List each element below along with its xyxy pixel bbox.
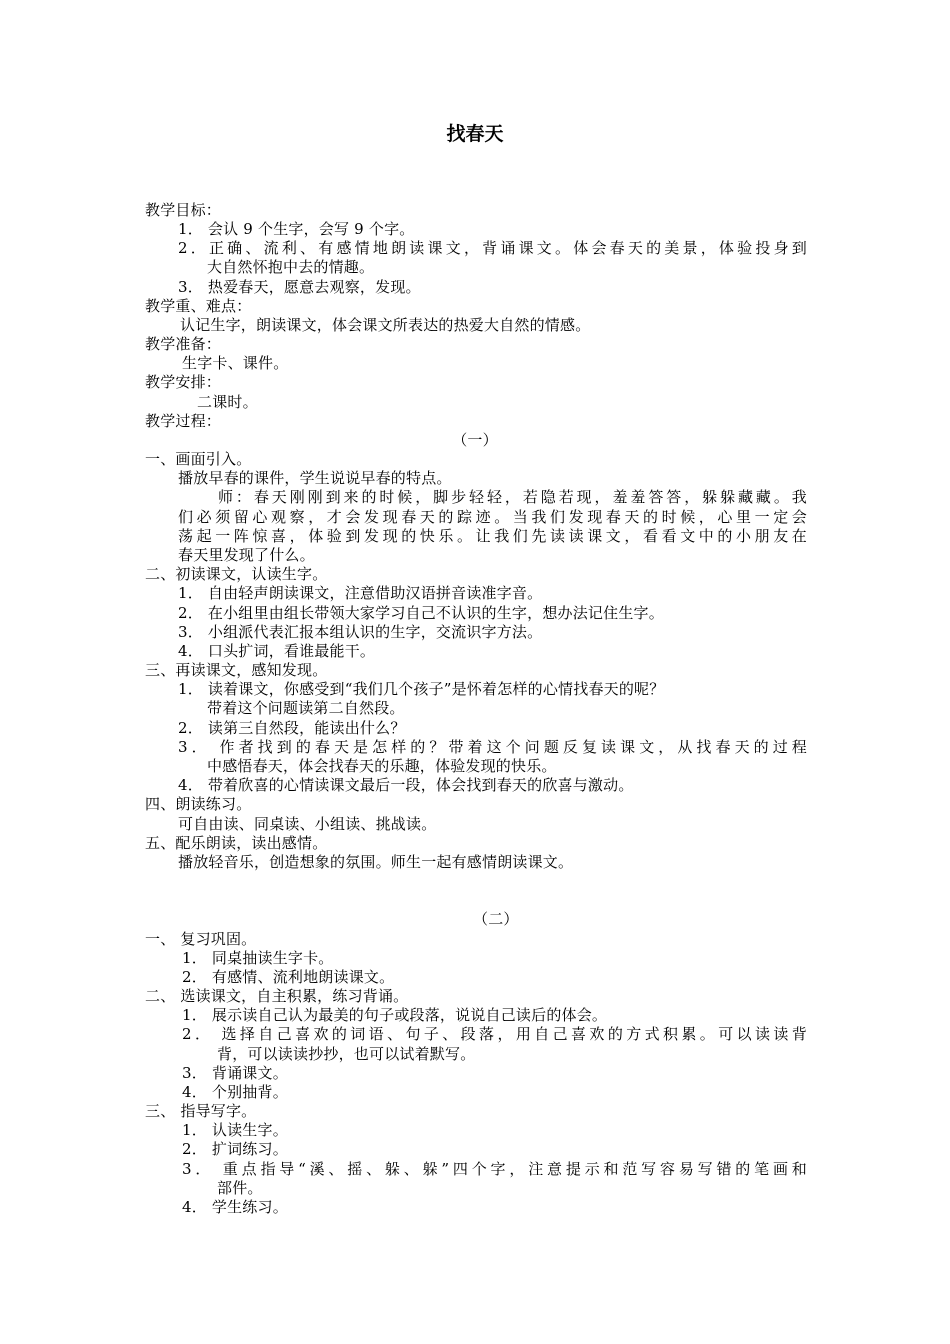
list-item-cont: 带着这个问题读第二自然段。 — [207, 699, 405, 717]
step-heading-2: 二、 选读课文，自主积累，练习背诵。 — [145, 987, 409, 1005]
teacher-speech-line: 师：春天刚刚到来的时候，脚步轻轻，若隐若现，羞羞答答，躲躲藏藏。我 — [218, 488, 807, 506]
list-item: 4． 个别抽背。 — [182, 1083, 288, 1101]
step-heading-5: 五、配乐朗读，读出感情。 — [145, 834, 328, 852]
step-heading-4: 四、朗读练习。 — [145, 795, 252, 813]
teacher-speech-line: 们必须留心观察，才会发现春天的踪迹。当我们发现春天的时候，心里一定会 — [178, 508, 807, 526]
step-text: 播放轻音乐，创造想象的氛围。师生一起有感情朗读课文。 — [178, 853, 574, 871]
goal-item-3: 3． 热爱春天，愿意去观察，发现。 — [178, 278, 421, 296]
step-heading-2: 二、初读课文，认读生字。 — [145, 565, 328, 583]
teacher-speech-line: 春天里发现了什么。 — [178, 546, 315, 564]
list-item: 3． 背诵课文。 — [182, 1064, 288, 1082]
list-item-cont: 背，可以读读抄抄，也可以试着默写。 — [217, 1045, 476, 1063]
list-item: 2． 选择自己喜欢的词语、句子、段落，用自己喜欢的方式积累。可以读读背 — [182, 1025, 807, 1043]
section-heading-schedule: 教学安排： — [145, 373, 222, 391]
section-heading-preparation: 教学准备： — [145, 335, 222, 353]
list-item: 1． 认读生字。 — [182, 1121, 288, 1139]
section-heading-keypoints: 教学重、难点： — [145, 297, 252, 315]
list-item: 3． 作者找到的春天是怎样的？带着这个问题反复读课文，从找春天的过程 — [178, 738, 807, 756]
list-item-cont: 中感悟春天，体会找春天的乐趣，体验发现的快乐。 — [207, 757, 557, 775]
list-item: 2． 读第三自然段，能读出什么？ — [178, 719, 406, 737]
preparation-text: 生字卡、课件。 — [182, 354, 289, 372]
step-text: 播放早春的课件，学生说说早春的特点。 — [178, 469, 452, 487]
list-item: 2． 有感情、流利地朗读课文。 — [182, 968, 395, 986]
list-item-cont: 部件。 — [217, 1179, 263, 1197]
list-item: 2． 扩词练习。 — [182, 1140, 288, 1158]
goal-item-2-cont: 大自然怀抱中去的情趣。 — [207, 258, 375, 276]
list-item: 4． 学生练习。 — [182, 1198, 288, 1216]
step-heading-1: 一、画面引入。 — [145, 450, 252, 468]
goal-item-1: 1． 会认 9 个生字，会写 9 个字。 — [178, 220, 415, 238]
list-item: 1． 展示读自己认为最美的句子或段落，说说自己读后的体会。 — [182, 1006, 608, 1024]
keypoints-text: 认记生字，朗读课文，体会课文所表达的热爱大自然的情感。 — [180, 316, 591, 334]
list-item: 3． 小组派代表汇报本组认识的生字，交流识字方法。 — [178, 623, 543, 641]
lesson-one-heading: （一） — [452, 431, 498, 449]
list-item: 1． 读着课文，你感受到“我们几个孩子”是怀着怎样的心情找春天的呢？ — [178, 680, 665, 698]
list-item: 1． 同桌抽读生字卡。 — [182, 949, 334, 967]
list-item: 3． 重点指导“溪、摇、躲、躲”四个字，注意提示和范写容易写错的笔画和 — [182, 1160, 807, 1178]
document-title: 找春天 — [446, 123, 504, 145]
step-heading-1: 一、 复习巩固。 — [145, 930, 257, 948]
section-heading-process: 教学过程： — [145, 412, 222, 430]
teacher-speech-line: 荡起一阵惊喜，体验到发现的快乐。让我们先读读课文，看看文中的小朋友在 — [178, 527, 807, 545]
step-heading-3: 三、再读课文，感知发现。 — [145, 661, 328, 679]
section-heading-goals: 教学目标： — [145, 201, 222, 219]
list-item: 4． 带着欣喜的心情读课文最后一段，体会找到春天的欣喜与激动。 — [178, 776, 634, 794]
list-item: 2． 在小组里由组长带领大家学习自己不认识的生字，想办法记住生字。 — [178, 604, 664, 622]
goal-item-2: 2．正确、流利、有感情地朗读课文，背诵课文。体会春天的美景，体验投身到 — [178, 239, 807, 257]
list-item: 1． 自由轻声朗读课文，注意借助汉语拼音读准字音。 — [178, 584, 543, 602]
schedule-text: 二课时。 — [197, 393, 258, 411]
list-item: 4． 口头扩词，看谁最能干。 — [178, 642, 376, 660]
lesson-two-heading: （二） — [473, 910, 519, 928]
step-text: 可自由读、同桌读、小组读、挑战读。 — [178, 815, 437, 833]
step-heading-3: 三、 指导写字。 — [145, 1102, 257, 1120]
